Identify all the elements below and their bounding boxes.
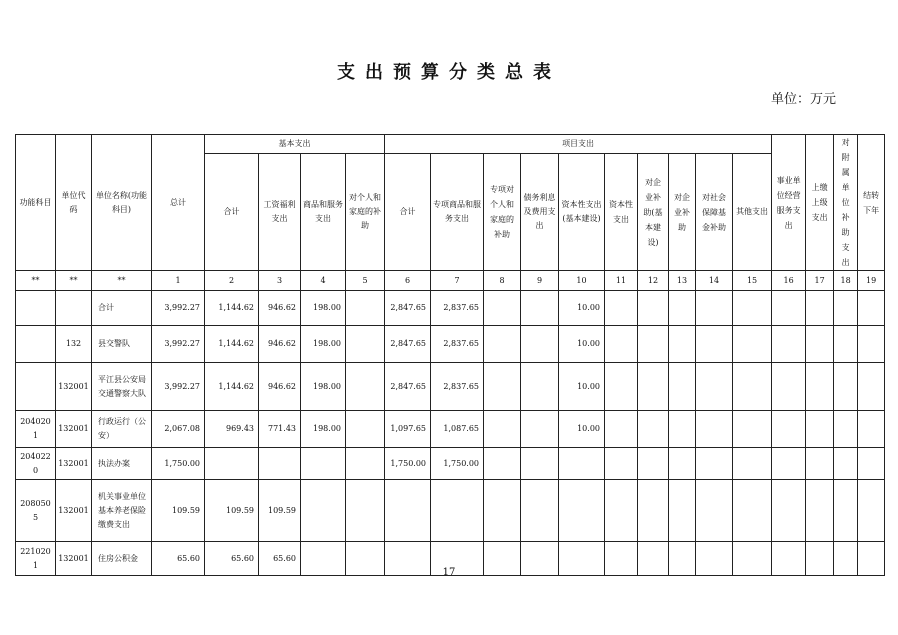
- cell-total: 109.59: [152, 480, 205, 542]
- cell-p-other: [733, 291, 772, 326]
- cell-upper: [806, 326, 834, 363]
- cell-b-goods: 198.00: [301, 363, 346, 411]
- cell-p-enterprise2: [669, 363, 696, 411]
- cell-p-total: 1,750.00: [385, 448, 431, 480]
- cell-b-total: 1,144.62: [205, 363, 259, 411]
- header-func: 功能科目: [16, 135, 56, 271]
- index-cell: 4: [301, 271, 346, 291]
- cell-p-total: 2,847.65: [385, 326, 431, 363]
- cell-code: 132001: [56, 363, 92, 411]
- cell-p-enterprise2: [669, 411, 696, 448]
- cell-p-enterprise: [638, 448, 669, 480]
- cell-affil: [834, 291, 858, 326]
- header-p-goods: 专项商品和服务支出: [431, 154, 484, 271]
- table-row: [16, 480, 885, 542]
- cell-p-other: [733, 411, 772, 448]
- header-p-person: 专项对个人和家庭的补助: [484, 154, 521, 271]
- cell-b-total: 969.43: [205, 411, 259, 448]
- table-row: [16, 448, 885, 480]
- table-row: [16, 291, 885, 326]
- page-title: 支出预算分类总表: [337, 62, 561, 83]
- cell-func: 2210201: [16, 542, 56, 576]
- cell-p-goods: 2,837.65: [431, 363, 484, 411]
- index-cell: 19: [858, 271, 885, 291]
- header-p-capital2: 资本性支出: [605, 154, 638, 271]
- cell-p-capital2: [605, 448, 638, 480]
- cell-func: [16, 326, 56, 363]
- header-b-goods: 商品和服务支出: [301, 154, 346, 271]
- index-cell: 11: [605, 271, 638, 291]
- header-p-capital: 资本性支出(基本建设): [559, 154, 605, 271]
- header-name: 单位名称(功能科目): [92, 135, 152, 271]
- index-cell: 10: [559, 271, 605, 291]
- cell-b-wage: 946.62: [259, 326, 301, 363]
- header-total: 总计: [152, 135, 205, 271]
- cell-total: 3,992.27: [152, 326, 205, 363]
- cell-p-social: [696, 363, 733, 411]
- cell-p-other: [733, 326, 772, 363]
- header-p-enterprise: 对企业补助(基本建设): [638, 154, 669, 271]
- cell-p-enterprise2: [669, 480, 696, 542]
- cell-b-total: [205, 448, 259, 480]
- header-b-wage: 工资福利支出: [259, 154, 301, 271]
- cell-p-enterprise: [638, 326, 669, 363]
- cell-name: 合计: [92, 291, 152, 326]
- cell-b-person: [346, 291, 385, 326]
- index-cell: **: [16, 271, 56, 291]
- cell-b-person: [346, 326, 385, 363]
- cell-carry: [858, 448, 885, 480]
- cell-biz: [772, 480, 806, 542]
- cell-carry: [858, 291, 885, 326]
- cell-p-person: [484, 480, 521, 542]
- cell-func: [16, 291, 56, 326]
- header-upper: 上缴上级支出: [806, 135, 834, 271]
- header-b-total: 合计: [205, 154, 259, 271]
- index-cell: 7: [431, 271, 484, 291]
- index-cell: 14: [696, 271, 733, 291]
- cell-p-goods: 1,087.65: [431, 411, 484, 448]
- cell-b-goods: 198.00: [301, 411, 346, 448]
- cell-p-enterprise: [638, 291, 669, 326]
- cell-p-capital: 10.00: [559, 411, 605, 448]
- cell-code: 132001: [56, 542, 92, 576]
- cell-total: 1,750.00: [152, 448, 205, 480]
- index-cell: 6: [385, 271, 431, 291]
- cell-p-capital: 10.00: [559, 363, 605, 411]
- cell-p-enterprise2: [669, 326, 696, 363]
- cell-name: 平江县公安局交通警察大队: [92, 363, 152, 411]
- cell-p-goods: 2,837.65: [431, 291, 484, 326]
- header-b-person: 对个人和家庭的补助: [346, 154, 385, 271]
- header-p-other: 其他支出: [733, 154, 772, 271]
- cell-biz: [772, 411, 806, 448]
- cell-code: 132: [56, 326, 92, 363]
- header-affil: 对附属单位补助支出: [834, 135, 858, 271]
- cell-p-other: [733, 363, 772, 411]
- cell-p-capital2: [605, 480, 638, 542]
- cell-code: [56, 291, 92, 326]
- cell-p-social: [696, 411, 733, 448]
- cell-p-social: [696, 448, 733, 480]
- cell-b-total: 1,144.62: [205, 291, 259, 326]
- cell-p-capital: [559, 480, 605, 542]
- index-cell: **: [92, 271, 152, 291]
- cell-total: 3,992.27: [152, 291, 205, 326]
- header-p-enterprise2: 对企业补助: [669, 154, 696, 271]
- cell-p-capital: 10.00: [559, 326, 605, 363]
- header-p-debt: 债务利息及费用支出: [521, 154, 559, 271]
- cell-p-capital2: [605, 363, 638, 411]
- header-code: 单位代码: [56, 135, 92, 271]
- cell-name: 机关事业单位基本养老保险缴费支出: [92, 480, 152, 542]
- index-cell: **: [56, 271, 92, 291]
- cell-affil: [834, 326, 858, 363]
- index-row: [16, 271, 885, 291]
- cell-p-total: 2,847.65: [385, 363, 431, 411]
- cell-func: 2040201: [16, 411, 56, 448]
- cell-p-social: [696, 326, 733, 363]
- index-cell: 3: [259, 271, 301, 291]
- cell-biz: [772, 291, 806, 326]
- table-row: [16, 411, 885, 448]
- cell-p-person: [484, 363, 521, 411]
- index-cell: 2: [205, 271, 259, 291]
- index-cell: 13: [669, 271, 696, 291]
- index-cell: 9: [521, 271, 559, 291]
- cell-p-debt: [521, 411, 559, 448]
- cell-affil: [834, 480, 858, 542]
- index-cell: 5: [346, 271, 385, 291]
- header-biz: 事业单位经营服务支出: [772, 135, 806, 271]
- cell-p-capital2: [605, 326, 638, 363]
- cell-b-goods: [301, 480, 346, 542]
- index-cell: 15: [733, 271, 772, 291]
- cell-b-wage: 771.43: [259, 411, 301, 448]
- cell-p-social: [696, 291, 733, 326]
- cell-upper: [806, 480, 834, 542]
- cell-p-enterprise2: [669, 448, 696, 480]
- cell-affil: [834, 448, 858, 480]
- cell-p-total: [385, 480, 431, 542]
- cell-b-total: 65.60: [205, 542, 259, 576]
- index-cell: 12: [638, 271, 669, 291]
- cell-name: 住房公积金: [92, 542, 152, 576]
- cell-p-total: 2,847.65: [385, 291, 431, 326]
- index-cell: 16: [772, 271, 806, 291]
- table-row: [16, 363, 885, 411]
- header-basic: 基本支出: [205, 135, 385, 154]
- cell-func: 2080505: [16, 480, 56, 542]
- header-project: 项目支出: [385, 135, 772, 154]
- cell-b-total: 1,144.62: [205, 326, 259, 363]
- cell-p-person: [484, 291, 521, 326]
- cell-p-debt: [521, 291, 559, 326]
- index-cell: 8: [484, 271, 521, 291]
- index-cell: 1: [152, 271, 205, 291]
- cell-b-wage: [259, 448, 301, 480]
- cell-p-enterprise2: [669, 291, 696, 326]
- cell-biz: [772, 448, 806, 480]
- cell-total: 3,992.27: [152, 363, 205, 411]
- cell-affil: [834, 411, 858, 448]
- cell-name: 县交警队: [92, 326, 152, 363]
- cell-p-social: [696, 480, 733, 542]
- cell-p-capital2: [605, 411, 638, 448]
- page-number: 17: [442, 567, 456, 578]
- cell-p-capital: [559, 448, 605, 480]
- cell-name: 行政运行（公安）: [92, 411, 152, 448]
- cell-b-goods: 198.00: [301, 291, 346, 326]
- cell-p-goods: [431, 480, 484, 542]
- cell-code: 132001: [56, 480, 92, 542]
- cell-b-person: [346, 448, 385, 480]
- cell-b-goods: 198.00: [301, 326, 346, 363]
- cell-b-goods: [301, 448, 346, 480]
- cell-p-goods: 1,750.00: [431, 448, 484, 480]
- cell-func: [16, 363, 56, 411]
- cell-carry: [858, 326, 885, 363]
- cell-p-debt: [521, 363, 559, 411]
- cell-carry: [858, 363, 885, 411]
- cell-biz: [772, 326, 806, 363]
- unit-label: 单位：万元: [770, 92, 836, 107]
- cell-upper: [806, 291, 834, 326]
- header-carry: 结转下年: [858, 135, 885, 271]
- cell-p-other: [733, 480, 772, 542]
- cell-upper: [806, 411, 834, 448]
- budget-table: [15, 134, 885, 576]
- cell-b-total: 109.59: [205, 480, 259, 542]
- header-p-total: 合计: [385, 154, 431, 271]
- cell-code: 132001: [56, 411, 92, 448]
- cell-p-person: [484, 326, 521, 363]
- cell-upper: [806, 363, 834, 411]
- cell-p-enterprise: [638, 480, 669, 542]
- cell-p-person: [484, 411, 521, 448]
- cell-p-debt: [521, 326, 559, 363]
- cell-p-person: [484, 448, 521, 480]
- cell-carry: [858, 480, 885, 542]
- cell-total: 2,067.08: [152, 411, 205, 448]
- index-cell: 18: [834, 271, 858, 291]
- cell-total: 65.60: [152, 542, 205, 576]
- index-cell: 17: [806, 271, 834, 291]
- cell-p-enterprise: [638, 411, 669, 448]
- cell-b-wage: 946.62: [259, 291, 301, 326]
- cell-carry: [858, 411, 885, 448]
- cell-func: 2040220: [16, 448, 56, 480]
- cell-affil: [834, 363, 858, 411]
- cell-b-person: [346, 411, 385, 448]
- cell-p-total: 1,097.65: [385, 411, 431, 448]
- cell-b-wage: 65.60: [259, 542, 301, 576]
- cell-p-other: [733, 448, 772, 480]
- cell-p-debt: [521, 448, 559, 480]
- header-p-social: 对社会保障基金补助: [696, 154, 733, 271]
- cell-name: 执法办案: [92, 448, 152, 480]
- cell-p-goods: 2,837.65: [431, 326, 484, 363]
- cell-b-wage: 946.62: [259, 363, 301, 411]
- cell-p-debt: [521, 480, 559, 542]
- cell-biz: [772, 363, 806, 411]
- cell-b-wage: 109.59: [259, 480, 301, 542]
- cell-code: 132001: [56, 448, 92, 480]
- cell-upper: [806, 448, 834, 480]
- cell-b-person: [346, 363, 385, 411]
- cell-b-person: [346, 480, 385, 542]
- cell-p-enterprise: [638, 363, 669, 411]
- table-row: [16, 326, 885, 363]
- cell-p-capital: 10.00: [559, 291, 605, 326]
- cell-p-capital2: [605, 291, 638, 326]
